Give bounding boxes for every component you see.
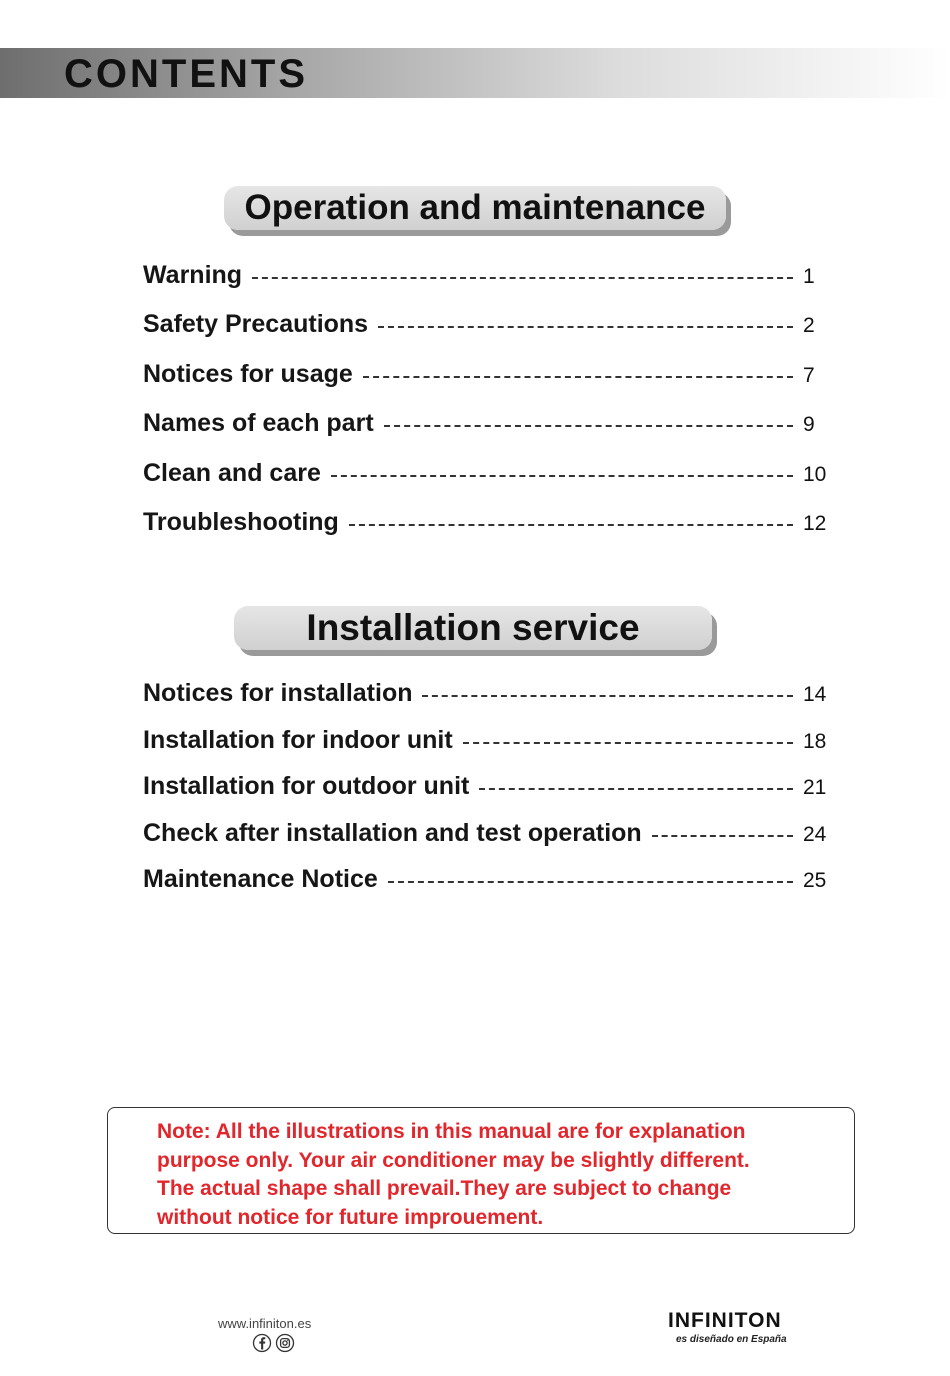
toc-entry-title: Clean and care — [143, 459, 321, 487]
toc-page-number: 21 — [803, 776, 827, 799]
toc-page-number: 25 — [803, 869, 827, 892]
dot-leader — [388, 881, 793, 883]
toc-entry-title: Maintenance Notice — [143, 865, 378, 893]
toc-entry-troubleshooting[interactable] — [143, 508, 833, 544]
toc-entry-notices-for-installation[interactable] — [143, 679, 833, 715]
toc-entry-warning[interactable] — [143, 261, 833, 297]
toc-page-number: 12 — [803, 512, 827, 535]
toc-entry-title: Notices for installation — [143, 679, 413, 707]
dot-leader — [363, 376, 793, 378]
toc-page-number: 9 — [803, 413, 815, 436]
toc-page-number: 24 — [803, 823, 827, 846]
toc-entry-names-of-each-part[interactable] — [143, 409, 833, 445]
note-line: without notice for future improuement. — [157, 1205, 544, 1229]
note-line: Note: All the illustrations in this manual are for explanation — [157, 1120, 746, 1143]
toc-entry-title: Safety Precautions — [143, 310, 369, 338]
toc-entry-title: Names of each part — [143, 409, 374, 437]
toc-entry-title: Installation for indoor unit — [143, 726, 453, 754]
dot-leader — [331, 475, 793, 477]
toc-entry-check-after-installation[interactable] — [143, 819, 833, 855]
page-title: CONTENTS — [64, 52, 308, 96]
toc-entry-title: Notices for usage — [143, 360, 353, 388]
toc-entry-installation-indoor-unit[interactable] — [143, 726, 833, 762]
toc-page-number: 7 — [803, 364, 815, 387]
toc-entry-clean-and-care[interactable] — [143, 459, 833, 495]
toc-entry-notices-for-usage[interactable] — [143, 360, 833, 396]
toc-page-number: 2 — [803, 314, 815, 337]
dot-leader — [349, 524, 793, 526]
section-heading-operation: Operation and maintenance — [224, 186, 726, 230]
toc-page-number: 18 — [803, 730, 827, 753]
dot-leader — [384, 425, 793, 427]
toc-page-number: 1 — [803, 265, 815, 288]
toc-entry-title: Troubleshooting — [143, 508, 339, 536]
note-box — [107, 1107, 855, 1234]
section-heading-installation: Installation service — [234, 606, 712, 650]
note-text — [157, 1118, 837, 1232]
facebook-icon[interactable] — [252, 1333, 272, 1353]
note-line: purpose only. Your air conditioner may be slightly different. — [157, 1148, 750, 1172]
toc-page-number: 14 — [803, 683, 827, 706]
dot-leader — [479, 788, 793, 790]
dot-leader — [252, 277, 793, 279]
brand-logo: INFINITON — [668, 1309, 782, 1332]
toc-entry-maintenance-notice[interactable] — [143, 865, 833, 901]
dot-leader — [463, 742, 793, 744]
dot-leader — [422, 695, 793, 697]
toc-entry-installation-outdoor-unit[interactable] — [143, 772, 833, 808]
note-line: The actual shape shall prevail.They are subject to change — [157, 1177, 732, 1200]
footer-website-link[interactable]: www.infiniton.es — [218, 1316, 312, 1331]
instagram-icon[interactable] — [275, 1333, 295, 1353]
toc-entry-title: Check after installation and test operation — [143, 819, 642, 847]
dot-leader — [378, 326, 793, 328]
toc-page-number: 10 — [803, 463, 827, 486]
toc-entry-safety-precautions[interactable] — [143, 310, 833, 346]
brand-tagline: es diseñado en España — [676, 1334, 787, 1345]
toc-entry-title: Warning — [143, 261, 243, 289]
dot-leader — [652, 835, 793, 837]
toc-entry-title: Installation for outdoor unit — [143, 772, 470, 800]
